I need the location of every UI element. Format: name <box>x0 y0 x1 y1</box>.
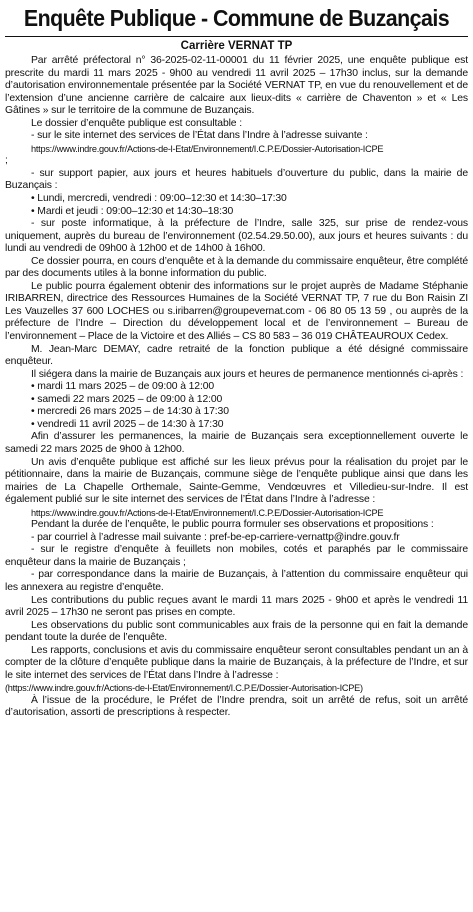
paragraph-conclusion: À l’issue de la procédure, le Préfet de l’Indre prendra, soit un arrêté de refus, soit un arrêté d’autorisation, assorti de prescriptions à respecter. <box>5 694 468 719</box>
paragraph-commissioner: M. Jean-Marc DEMAY, cadre retraité de la fonction publique a été désigné commissaire enquêteur. <box>5 343 468 368</box>
paragraph-notice-posting: Un avis d’enquête publique est affiché sur les lieux prévus pour la réalisation du projet par le pétitionnaire, dans la mairie de Buzançais, commune siège de l’enquête publique ainsi que dans les mairies de La Chapelle Orthemale, Sainte-Gemme, Vendœuvres et Villedieu-sur-Indre. Il est également publié sur le site internet des services de l’État dans l’Indre à l’adresse : <box>5 456 468 506</box>
paragraph-paper-support: - sur support papier, aux jours et heures habituels d’ouverture du public, dans la mairie de Buzançais : <box>5 167 468 192</box>
list-item-hours-2: • Mardi et jeudi : 09:00–12:30 et 14:30–18:30 <box>31 205 234 217</box>
list-item-hours-1: • Lundi, mercredi, vendredi : 09:00–12:30 et 14:30–17:30 <box>31 193 287 205</box>
link-reports-url[interactable]: (https://www.indre.gouv.fr/Actions-de-l-Etat/Environnement/I.C.P.E/Dossier-Autorisation-ICPE) <box>5 683 363 694</box>
list-item-permanence-2: • samedi 22 mars 2025 – de 09:00 à 12:00 <box>31 393 223 405</box>
paragraph-register: - sur le registre d’enquête à feuillets non mobiles, cotés et paraphés par le commissaire enquêteur dans la mairie de Buzançais ; <box>5 544 468 568</box>
link-notice-url[interactable]: https://www.indre.gouv.fr/Actions-de-l-Etat/Environnement/I.C.P.E/Dossier-Autorisation-ICPE <box>31 507 384 518</box>
list-item-permanence-4: • vendredi 11 avril 2025 – de 14:30 à 17:30 <box>31 418 224 430</box>
title-divider <box>5 36 468 37</box>
paragraph-contributions: Les contributions du public reçues avant le mardi 11 mars 2025 - 9h00 et après le vendredi 11 avril 2025 – 17h30 ne seront pas prises en compte. <box>5 594 468 619</box>
paragraph-dossier-completion: Ce dossier pourra, en cours d’enquête et à la demande du commissaire enquêteur, être complété par des documents utiles à la bonne information du public. <box>5 255 468 280</box>
paragraph-correspondence: - par correspondance dans la mairie de Buzançais, à l’attention du commissaire enquêteur qui les annexera au registre d’enquête. <box>5 569 468 593</box>
paragraph-computer-access: - sur poste informatique, à la préfecture de l’Indre, salle 325, sur prise de rendez-vous uniquement, auprès du bureau de l’environnement (02.54.29.50.00), aux jours et heures suivants : du lundi au vendredi de 09h00 à 12h00 et de 14h00 à 16h00. <box>5 218 468 255</box>
paragraph-website: - sur le site internet des services de l’État dans l’Indre à l’adresse suivante : <box>31 130 368 142</box>
notice-title: Enquête Publique - Commune de Buzançais <box>23 5 450 31</box>
paragraph-communicable: Les observations du public sont communicables aux frais de la personne qui en fait la demande pendant toute la durée de l’enquête. <box>5 619 468 644</box>
paragraph-reports: Les rapports, conclusions et avis du commissaire enquêteur seront consultables pendant un an à compter de la clôture d’enquête publique dans la mairie de Buzançais, à la préfecture de l’Indre, et sur le site internet des services de l’État dans l’Indre à l’adresse : <box>5 644 468 681</box>
list-item-permanence-3: • mercredi 26 mars 2025 – de 14:30 à 17:30 <box>31 406 229 418</box>
paragraph-decree: Par arrêté préfectoral n° 36-2025-02-11-00001 du 11 février 2025, une enquête publique est prescrite du mardi 11 mars 2025 - 9h00 au vendredi 11 avril 2025 – 17h30 inclus, sur la demande d’autorisation environnementale présentée par la Société VERNAT TP, en vue du renouvellement et de l’extension d’une ancienne carrière de calcaire aux lieux-dits « carrière de Chaventon » et « Les Gâtines » sur le territoire de la commune de Buzançais. <box>5 55 468 117</box>
paragraph-observations: Pendant la durée de l’enquête, le public pourra formuler ses observations et propositions : <box>31 519 434 531</box>
paragraph-semicolon: ; <box>5 155 8 167</box>
paragraph-contact: Le public pourra également obtenir des informations sur le projet auprès de Madame Stéphanie IRIBARREN, directrice des Ressources Humaines de la Société VERNAT TP, 7 rue du Bon Raisin ZI Les Vauzelles 37 600 LOCHES ou s.iribarren@groupevernat.com - 06 80 05 13 59 , ou auprès de la préfecture de l’Indre – Direction du développement local et de l’environnement – Bureau de l’environnement – Place de la Victoire et des Alliés – CS 80 583 – 36 019 CHÂTEAUROUX Cedex. <box>5 280 468 343</box>
paragraph-email: - par courriel à l’adresse mail suivante : pref-be-ep-carriere-vernattp@indre.gouv.fr <box>31 531 400 543</box>
list-item-permanence-1: • mardi 11 mars 2025 – de 09:00 à 12:00 <box>31 381 215 393</box>
link-dossier-url[interactable]: https://www.indre.gouv.fr/Actions-de-l-Etat/Environnement/I.C.P.E/Dossier-Autorisation-ICPE <box>31 143 384 154</box>
paragraph-exceptional-opening: Afin d’assurer les permanences, la mairie de Buzançais sera exceptionnellement ouverte le samedi 22 mars 2025 de 9h00 à 12h00. <box>5 431 468 455</box>
notice-body <box>5 55 468 720</box>
paragraph-dossier-intro: Le dossier d’enquête publique est consultable : <box>31 117 242 129</box>
paragraph-permanences: Il siégera dans la mairie de Buzançais aux jours et heures de permanence mentionnés ci-après : <box>31 368 464 380</box>
notice-subtitle: Carrière VERNAT TP <box>180 40 293 52</box>
